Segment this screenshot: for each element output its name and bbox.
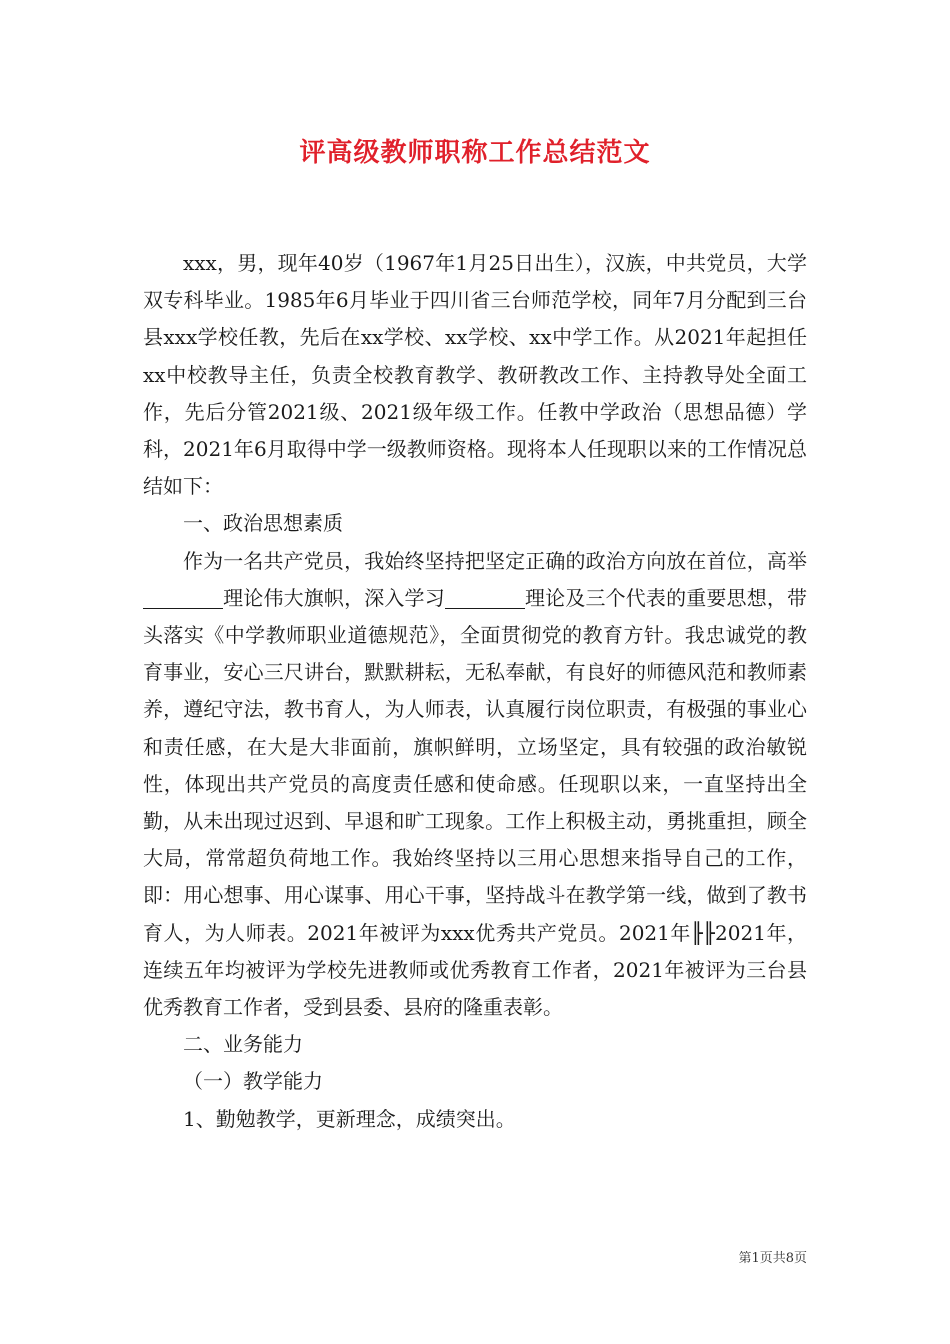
- section-heading-ability: 二、业务能力: [183, 1032, 303, 1057]
- blank-underline: [445, 588, 525, 609]
- document-body: [143, 245, 807, 1138]
- politics-paragraph: [143, 543, 807, 1027]
- subsection-heading-teaching: （一）教学能力: [183, 1069, 323, 1094]
- blank-underline: [143, 588, 223, 609]
- page-title: 评高级教师职称工作总结范文: [299, 138, 651, 168]
- section-heading-politics: 一、政治思想素质: [183, 511, 343, 536]
- item-1: 1、勤勉教学，更新理念，成绩突出。: [183, 1106, 516, 1131]
- page-number: 第1页共8页: [738, 1251, 807, 1266]
- politics-text-part2: 理论伟大旗帜，深入学习: [223, 585, 445, 610]
- intro-paragraph: xxx，男，现年40岁（1967年1月25日出生），汉族，中共党员，大学双专科毕业。1985年6月毕业于四川省三台师范学校，同年7月分配到三台县xxx学校任教，先后在xx学校、xx学校、xx中学工作。从2021年起担任xx中校教导主任，负责全校教育教学、教研教改工作、主持教导处全面工作，先后分管2021级、2021级年级工作。任教中学政治（思想品德）学科，2021年6月取得中学一级教师资格。现将本人任现职以来的工作情况总结如下：: [143, 251, 807, 499]
- politics-text-part3: 理论及三个代表的重要思想，带头落实《中学教师职业道德规范》，全面贯彻党的教育方针。我忠诚党的教育事业，安心三尺讲台，默默耕耘，无私奉献，有良好的师德风范和教师素养，遵纪守法，教书育人，为人师表，认真履行岗位职责，有极强的事业心和责任感，在大是大非面前，旗帜鲜明，立场坚定，具有较强的政治敏锐性，体现出共产党员的高度责任感和使命感。任现职以来，一直坚持出全勤，从未出现过迟到、早退和旷工现象。工作上积极主动，勇挑重担，顾全大局，常常超负荷地工作。我始终坚持以三用心思想来指导自己的工作，即：用心想事、用心谋事、用心干事，坚持战斗在教学第一线，做到了教书育人，为人师表。2021年被评为xxx优秀共产党员。2021年╟╟2021年，连续五年均被评为学校先进教师或优秀教育工作者，2021年被评为三台县优秀教育工作者，受到县委、县府的隆重表彰。: [143, 585, 808, 1020]
- politics-text-part1: 作为一名共产党员，我始终坚持把坚定正确的政治方向放在首位，高举: [183, 548, 807, 573]
